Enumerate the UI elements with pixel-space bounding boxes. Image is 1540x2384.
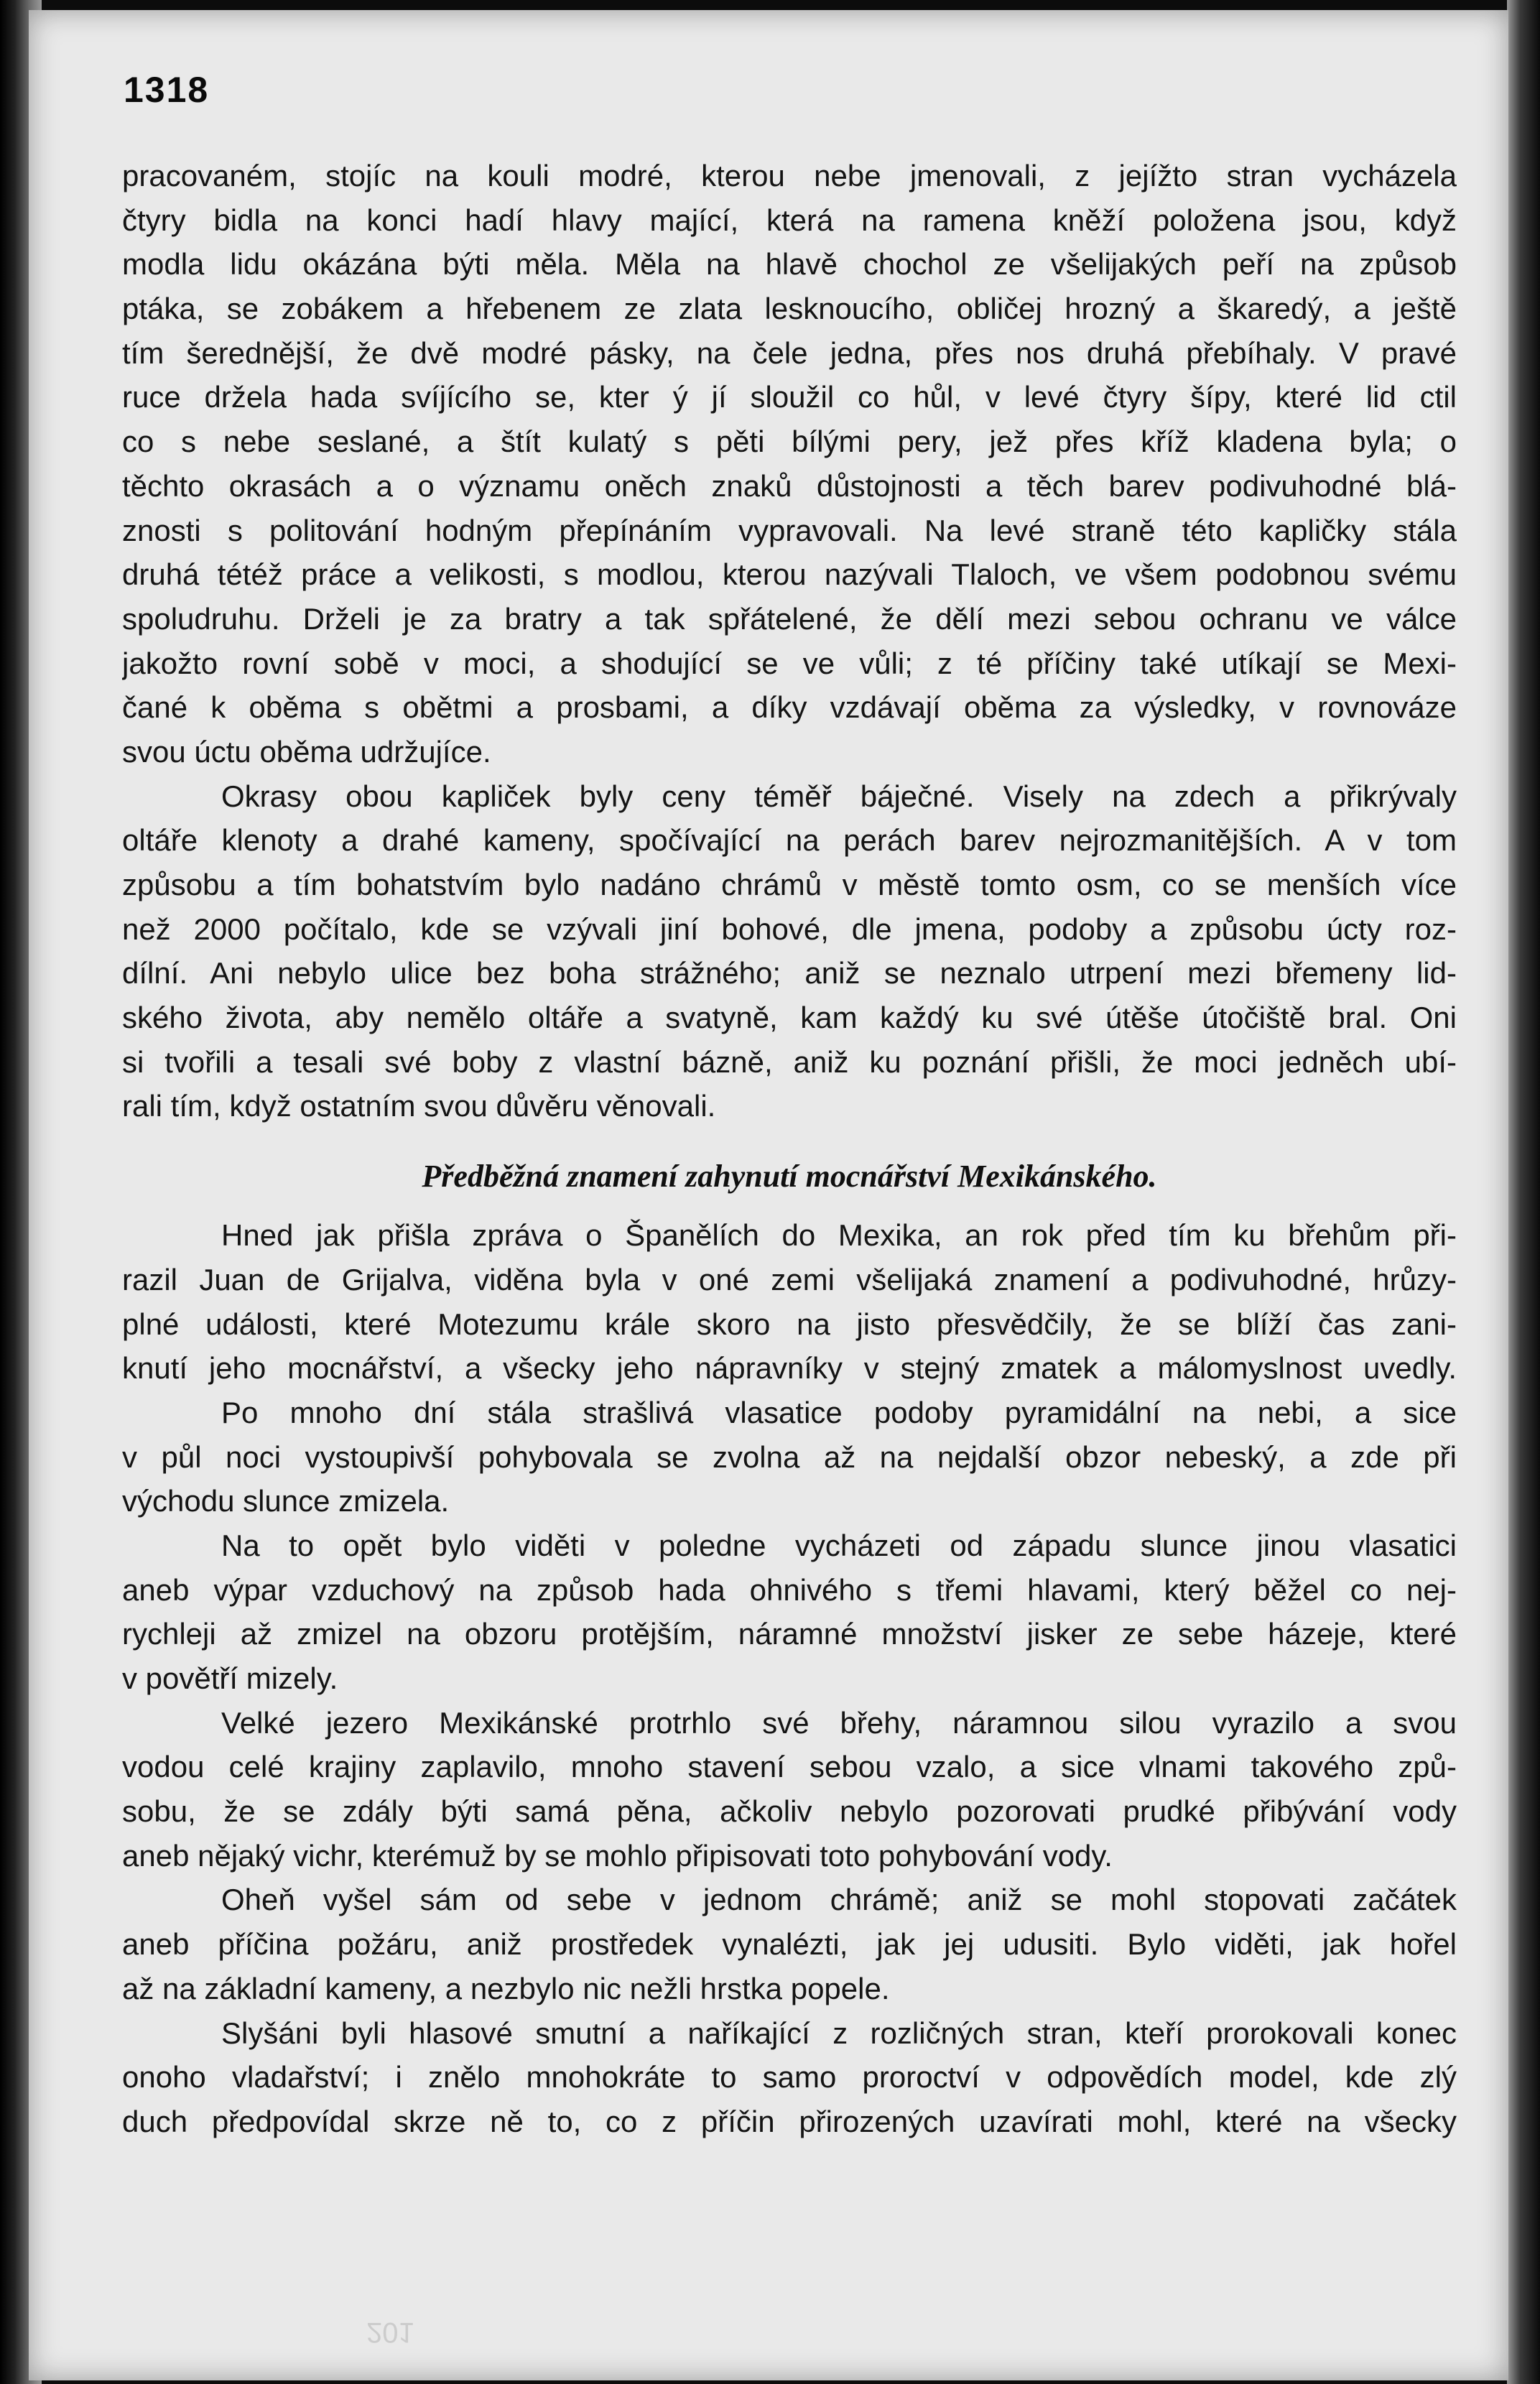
text-line: než 2000 počítalo, kde se vzývali jiní bohové, dle jmena, podoby a způsobu úcty roz- bbox=[122, 912, 1457, 946]
page-text bbox=[122, 154, 1457, 2144]
text-line: oltáře klenoty a drahé kameny, spočívající na perách barev nejrozmanitějších. A v tom bbox=[122, 823, 1457, 858]
text-line: Po mnoho dní stála strašlivá vlasatice podoby pyramidální na nebi, a sice bbox=[221, 1395, 1457, 1429]
right-page-edge bbox=[1507, 0, 1540, 2384]
text-line: rychleji až zmizel na obzoru protějším, náramné množství jisker ze sebe házeje, které bbox=[122, 1617, 1457, 1651]
text-line: dílní. Ani nebylo ulice bez boha strážného; aniž se neznalo utrpení mezi břemeny lid- bbox=[122, 956, 1457, 991]
text-line: východu slunce zmizela. bbox=[122, 1484, 450, 1518]
section-heading: Předběžná znamení zahynutí mocnářství Mexikánského. bbox=[422, 1159, 1157, 1195]
text-line: druhá tétéž práce a velikosti, s modlou, kterou nazývali Tlaloch, ve všem podobnou svému bbox=[122, 557, 1457, 592]
text-line: razil Juan de Grijalva, viděna byla v oné zemi všelijaká znamení a podivuhodné, hrůzy- bbox=[122, 1262, 1457, 1297]
text-line: aneb příčina požáru, aniž prostředek vynalézti, jak jej udusiti. Bylo viděti, jak hořel bbox=[122, 1927, 1457, 1962]
text-line: vodou celé krajiny zaplavilo, mnoho stavení sebou vzalo, a sice vlnami takového způ- bbox=[122, 1750, 1457, 1784]
text-line: Oheň vyšel sám od sebe v jednom chrámě; aniž se mohl stopovati začátek bbox=[221, 1883, 1457, 1917]
text-line: Okrasy obou kapliček byly ceny téměř báječné. Visely na zdech a přikrývaly bbox=[221, 779, 1457, 813]
text-line: sobu, že se zdály býti samá pěna, ačkoliv nebylo pozorovati prudké přibývání vody bbox=[122, 1794, 1457, 1829]
page-number: 1318 bbox=[124, 70, 210, 110]
text-line: v povětří mizely. bbox=[122, 1661, 338, 1695]
text-line: znosti s politování hodným přepínáním vypravovali. Na levé straně této kapličky stála bbox=[122, 513, 1457, 547]
text-line: plné události, které Motezumu krále skoro na jisto přesvědčily, že se blíží čas zani- bbox=[122, 1307, 1457, 1341]
text-line: co s nebe seslané, a štít kulatý s pěti bílými pery, jež přes kříž kladena byla; o bbox=[122, 425, 1457, 459]
book-page bbox=[29, 10, 1508, 2380]
text-line: jakožto rovní sobě v moci, a shodující se ve vůli; z té příčiny také utíkají se Mexi- bbox=[122, 646, 1457, 680]
bleed-through-mark: 201 bbox=[366, 2316, 414, 2348]
text-line: pracovaném, stojíc na kouli modré, kterou nebe jmenovali, z jejížto stran vycházela bbox=[122, 159, 1457, 193]
text-line: Velké jezero Mexikánské protrhlo své břehy, náramnou silou vyrazilo a svou bbox=[221, 1705, 1457, 1740]
text-line: tím šerednější, že dvě modré pásky, na čele jedna, přes nos druhá přebíhaly. V pravé bbox=[122, 335, 1457, 370]
text-line: duch předpovídal skrze ně to, co z příčin přirozených uzavírati mohl, které na všecky bbox=[122, 2104, 1457, 2138]
text-line: Na to opět bylo viděti v poledne vycházeti od západu slunce jinou vlasatici bbox=[221, 1528, 1457, 1562]
text-line: knutí jeho mocnářství, a všecky jeho nápravníky v stejný zmatek a málomyslnost uvedly. bbox=[122, 1351, 1457, 1386]
text-line: Slyšáni byli hlasové smutní a naříkající z rozličných stran, kteří prorokovali konec bbox=[221, 2016, 1457, 2050]
text-line: onoho vladařství; i znělo mnohokráte to samo proroctví v odpovědích model, kde zlý bbox=[122, 2060, 1457, 2095]
text-line: těchto okrasách a o významu oněch znaků důstojnosti a těch barev podivuhodné blá- bbox=[122, 468, 1457, 503]
text-line: čané k oběma s obětmi a prosbami, a díky vzdávají oběma za výsledky, v rovnováze bbox=[122, 690, 1457, 725]
text-line: ruce držela hada svíjícího se, kter ý jí sloužil co hůl, v levé čtyry šípy, které lid ctil bbox=[122, 380, 1457, 414]
text-line: až na základní kameny, a nezbylo nic nežli hrstka popele. bbox=[122, 1971, 890, 2005]
text-line: si tvořili a tesali své boby z vlastní bázně, aniž ku poznání přišli, že moci jedněch ubí- bbox=[122, 1044, 1457, 1079]
text-line: Hned jak přišla zpráva o Španělích do Mexika, an rok před tím ku břehům při- bbox=[221, 1218, 1457, 1253]
text-line: svou úctu oběma udržujíce. bbox=[122, 734, 491, 769]
text-line: v půl noci vystoupivší pohybovala se zvolna až na nejdalší obzor nebeský, a zde při bbox=[122, 1439, 1457, 1474]
text-line: ského života, aby nemělo oltáře a svatyně, kam každý ku své útěše útočiště bral. Oni bbox=[122, 1001, 1457, 1035]
text-line: modla lidu okázána býti měla. Měla na hlavě chochol ze všelijakých peří na způsob bbox=[122, 247, 1457, 282]
text-line: rali tím, když ostatním svou důvěru věnovali. bbox=[122, 1089, 716, 1123]
text-line: čtyry bidla na konci hadí hlavy mající, která na ramena kněží položena jsou, když bbox=[122, 203, 1457, 237]
text-line: aneb výpar vzduchový na způsob hada ohnivého s třemi hlavami, který běžel co nej- bbox=[122, 1572, 1457, 1607]
text-line: spoludruhu. Drželi je za bratry a tak spřátelené, že dělí mezi sebou ochranu ve válce bbox=[122, 601, 1457, 636]
text-line: způsobu a tím bohatstvím bylo nadáno chrámů v městě tomto osm, co se menších více bbox=[122, 868, 1457, 901]
text-line: aneb nějaký vichr, kterémuž by se mohlo připisovati toto pohybování vody. bbox=[122, 1838, 1113, 1873]
text-line: ptáka, se zobákem a hřebenem ze zlata lesknoucího, obličej hrozný a škaredý, a ještě bbox=[122, 292, 1457, 326]
